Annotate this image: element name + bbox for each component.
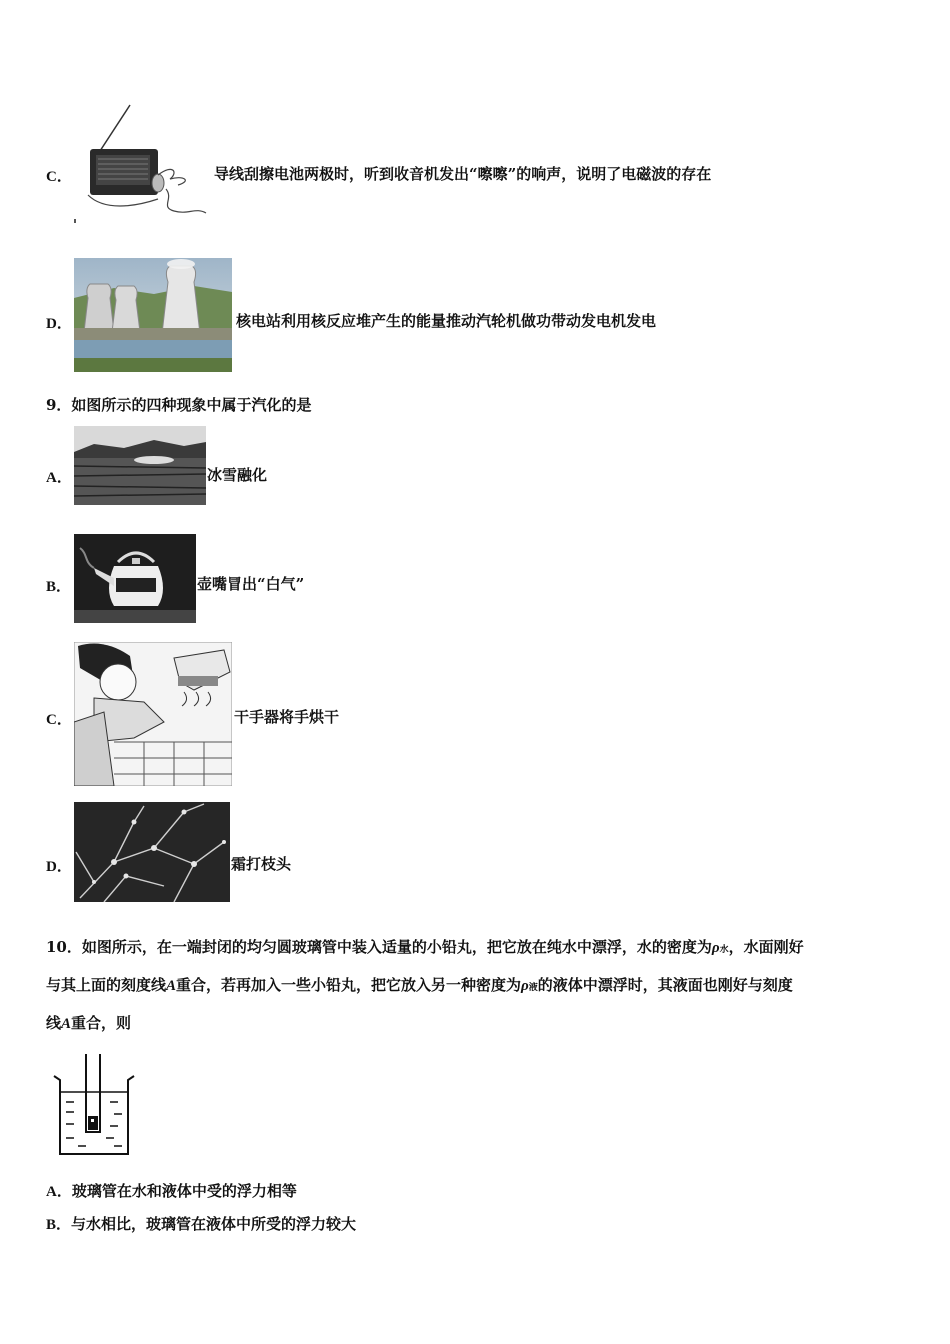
beaker-tube-diagram <box>48 1054 136 1158</box>
q10-option-a <box>46 1181 297 1202</box>
q10-option-b-label: B． <box>46 1217 72 1233</box>
q10-stem-line-3 <box>46 1013 131 1034</box>
q9-option-b-label: B． <box>46 579 72 595</box>
q10-stem-line-1 <box>46 937 804 960</box>
q10-option-b <box>46 1214 356 1235</box>
q9-option-d-label: D． <box>46 859 72 875</box>
q10-stem-line-2 <box>46 975 793 998</box>
q9-option-b-text: 壶嘴冒出“白气” <box>197 575 305 593</box>
radio-battery-image <box>74 103 208 225</box>
q9-stem: 9．如图所示的四种现象中属于汽化的是 <box>46 396 312 414</box>
hand-dryer-image <box>74 642 232 786</box>
q10-line2-b: 重合，若再加入一些小铅丸，把它放入另一种密度为 <box>176 976 522 994</box>
q8-option-d-label: D． <box>46 316 72 332</box>
q10-line1-b: ，水面刚好 <box>728 938 804 956</box>
q10-option-b-text: 与水相比，玻璃管在液体中所受的浮力较大 <box>71 1215 357 1233</box>
q8-option-d-text: 核电站利用核反应堆产生的能量推动汽轮机做功带动发电机发电 <box>236 312 657 330</box>
q10-line2-c: 的液体中漂浮时，其液面也刚好与刻度 <box>537 976 793 994</box>
q10-option-a-text: 玻璃管在水和液体中受的浮力相等 <box>71 1182 297 1200</box>
rho-water-subscript: 水 <box>719 945 729 955</box>
q10-line1-a: 10．如图所示，在一端封闭的均匀圆玻璃管中装入适量的小铅丸，把它放在纯水中漂浮，水的密度为 <box>46 938 712 956</box>
q9-option-d-text: 霜打枝头 <box>231 855 292 873</box>
rho-liquid-subscript: 液 <box>528 983 538 993</box>
nuclear-plant-image <box>74 258 232 372</box>
q9-option-a-label: A． <box>46 470 72 486</box>
melting-snow-image <box>74 426 206 505</box>
rho-liquid-symbol: ρ <box>521 978 529 994</box>
q8-option-c-text: 导线刮擦电池两极时，听到收音机发出“嚓嚓”的响声，说明了电磁波的存在 <box>214 165 712 183</box>
kettle-steam-image <box>74 534 196 623</box>
q10-option-a-label: A． <box>46 1184 72 1200</box>
q10-line2-a: 与其上面的刻度线 <box>46 976 167 994</box>
q9-option-c-text: 干手器将手烘干 <box>234 708 340 726</box>
q8-option-c-label: C． <box>46 169 72 185</box>
var-a: A <box>166 978 177 994</box>
q10-line3-a: 线 <box>46 1014 62 1032</box>
frost-branches-image <box>74 802 230 902</box>
q9-option-a-text: 冰雪融化 <box>207 466 268 484</box>
rho-water-symbol: ρ <box>711 940 720 956</box>
q9-option-c-label: C． <box>46 712 72 728</box>
var-a-2: A <box>61 1016 72 1032</box>
q10-line3-b: 重合，则 <box>71 1014 132 1032</box>
